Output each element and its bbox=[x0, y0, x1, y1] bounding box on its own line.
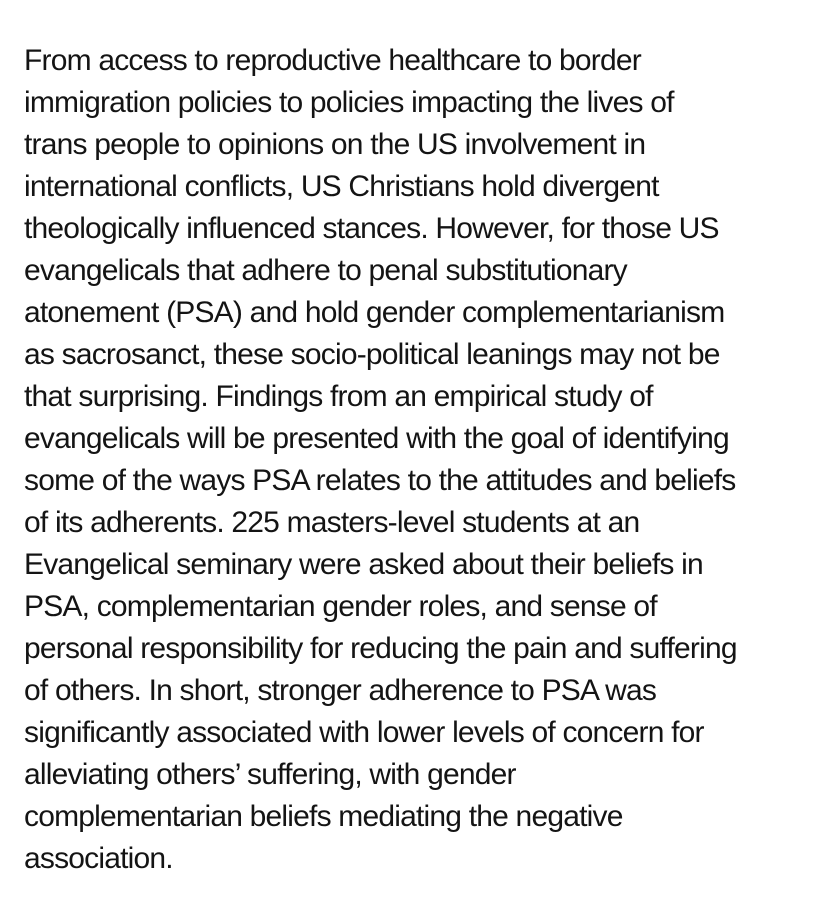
abstract-line: of its adherents. 225 masters-level students at an bbox=[24, 506, 640, 539]
abstract-line: trans people to opinions on the US involvement in bbox=[24, 128, 646, 161]
abstract-line: theologically influenced stances. However, for those US bbox=[24, 212, 719, 245]
abstract-line: alleviating others’ suffering, with gender bbox=[24, 758, 516, 791]
abstract-line: PSA, complementarian gender roles, and sense of bbox=[24, 590, 657, 623]
abstract-line: significantly associated with lower levels of concern for bbox=[24, 716, 704, 749]
abstract-line: some of the ways PSA relates to the attitudes and beliefs bbox=[24, 464, 736, 497]
abstract-line: of others. In short, stronger adherence to PSA was bbox=[24, 674, 657, 707]
abstract-paragraph bbox=[24, 40, 818, 880]
abstract-line: immigration policies to policies impacting the lives of bbox=[24, 86, 674, 119]
abstract-line: From access to reproductive healthcare to border bbox=[24, 44, 641, 77]
abstract-line: evangelicals that adhere to penal substitutionary bbox=[24, 254, 627, 287]
abstract-line: personal responsibility for reducing the pain and suffering bbox=[24, 632, 737, 665]
abstract-line: association. bbox=[24, 842, 173, 875]
abstract-line: as sacrosanct, these socio-political leanings may not be bbox=[24, 338, 720, 371]
abstract-line: atonement (PSA) and hold gender complementarianism bbox=[24, 296, 725, 329]
abstract-line: international conflicts, US Christians hold divergent bbox=[24, 170, 659, 203]
abstract-line: complementarian beliefs mediating the negative bbox=[24, 800, 623, 833]
abstract-line: Evangelical seminary were asked about their beliefs in bbox=[24, 548, 703, 581]
abstract-line: that surprising. Findings from an empirical study of bbox=[24, 380, 653, 413]
abstract-line: evangelicals will be presented with the goal of identifying bbox=[24, 422, 729, 455]
